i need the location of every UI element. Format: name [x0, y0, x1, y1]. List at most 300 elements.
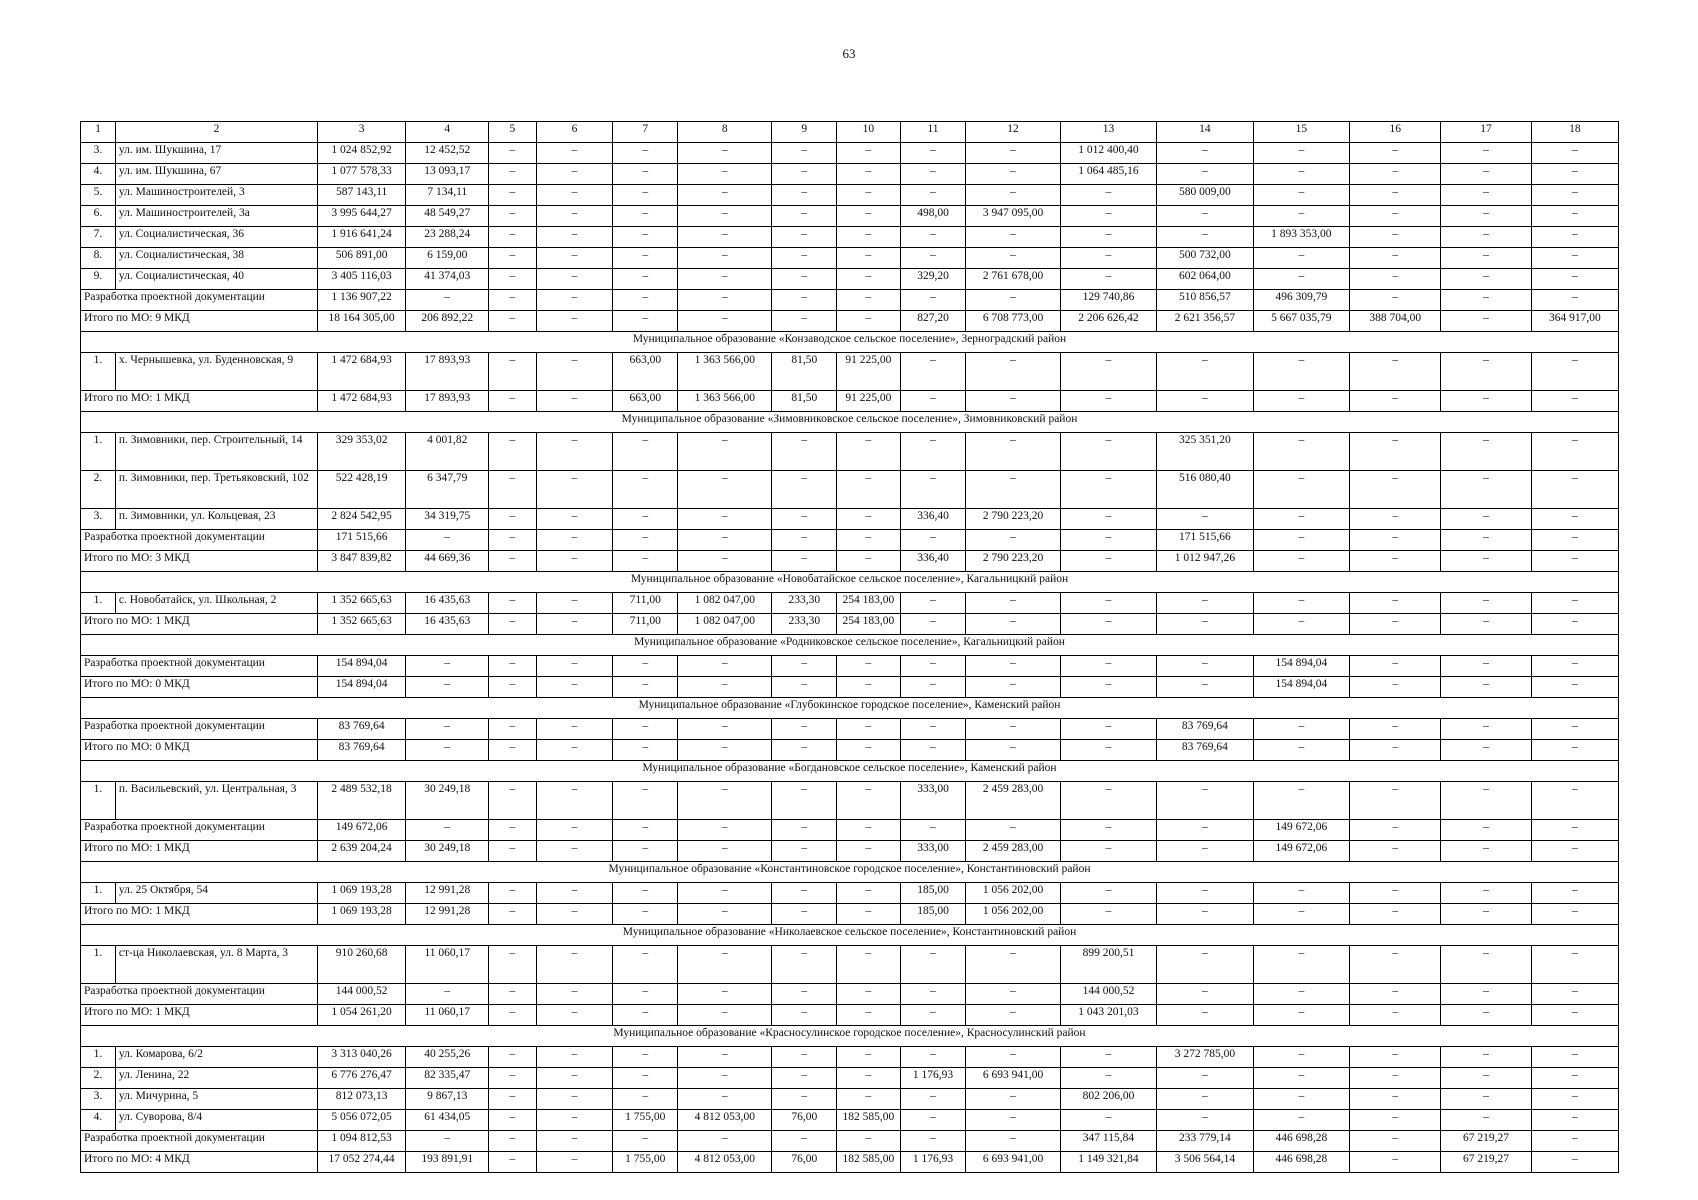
page-number: 63: [842, 46, 856, 61]
value-cell: –: [1253, 143, 1349, 164]
summary-label: Итого по МО: 1 МКД: [81, 391, 318, 412]
value-cell: –: [1531, 1131, 1618, 1152]
value-cell: –: [1531, 248, 1618, 269]
value-cell: 802 206,00: [1060, 1089, 1156, 1110]
value-cell: –: [837, 782, 901, 820]
value-cell: 6 347,79: [406, 471, 489, 509]
value-cell: –: [678, 782, 772, 820]
value-cell: –: [678, 984, 772, 1005]
value-cell: –: [536, 883, 613, 904]
value-cell: 11 060,17: [406, 1005, 489, 1026]
value-cell: –: [1253, 904, 1349, 925]
value-cell: –: [406, 530, 489, 551]
value-cell: –: [900, 227, 966, 248]
value-cell: –: [536, 391, 613, 412]
budget-table: [80, 121, 1619, 1173]
value-cell: –: [1531, 269, 1618, 290]
value-cell: –: [1157, 391, 1253, 412]
value-cell: –: [1350, 656, 1441, 677]
value-cell: –: [772, 248, 837, 269]
address-cell: ул. Ленина, 22: [115, 1068, 317, 1089]
value-cell: –: [613, 946, 678, 984]
value-cell: –: [1350, 353, 1441, 391]
value-cell: –: [1531, 185, 1618, 206]
value-cell: –: [489, 185, 536, 206]
value-cell: 182 585,00: [837, 1110, 901, 1131]
value-cell: –: [613, 1005, 678, 1026]
value-cell: 5 667 035,79: [1253, 311, 1349, 332]
value-cell: –: [613, 269, 678, 290]
value-cell: –: [1350, 614, 1441, 635]
value-cell: –: [900, 719, 966, 740]
value-cell: –: [678, 471, 772, 509]
value-cell: –: [678, 185, 772, 206]
value-cell: –: [837, 841, 901, 862]
value-cell: –: [536, 143, 613, 164]
row-number: 5.: [81, 185, 116, 206]
summary-row: [81, 656, 1619, 677]
value-cell: –: [772, 820, 837, 841]
value-cell: 12 991,28: [406, 883, 489, 904]
value-cell: 4 001,82: [406, 433, 489, 471]
value-cell: –: [489, 433, 536, 471]
address-cell: ул. Суворова, 8/4: [115, 1110, 317, 1131]
value-cell: –: [489, 248, 536, 269]
value-cell: 17 893,93: [406, 353, 489, 391]
address-cell: ул. 25 Октября, 54: [115, 883, 317, 904]
value-cell: –: [1441, 740, 1531, 761]
value-cell: –: [1441, 290, 1531, 311]
value-cell: –: [1531, 206, 1618, 227]
value-cell: –: [1441, 269, 1531, 290]
summary-label: Разработка проектной документации: [81, 656, 318, 677]
value-cell: –: [837, 820, 901, 841]
value-cell: –: [966, 614, 1060, 635]
row-number: 6.: [81, 206, 116, 227]
value-cell: –: [1350, 1068, 1441, 1089]
row-number: 2.: [81, 471, 116, 509]
value-cell: –: [1060, 551, 1156, 572]
summary-label: Итого по МО: 4 МКД: [81, 1152, 318, 1173]
value-cell: 6 159,00: [406, 248, 489, 269]
value-cell: –: [678, 530, 772, 551]
value-cell: –: [837, 904, 901, 925]
value-cell: –: [1441, 185, 1531, 206]
value-cell: –: [613, 471, 678, 509]
value-cell: –: [678, 656, 772, 677]
value-cell: –: [1060, 904, 1156, 925]
table-row: [81, 1068, 1619, 1089]
value-cell: –: [489, 904, 536, 925]
value-cell: 1 352 665,63: [318, 614, 406, 635]
value-cell: 144 000,52: [318, 984, 406, 1005]
column-header: 8: [678, 122, 772, 143]
column-header: 10: [837, 122, 901, 143]
value-cell: –: [1157, 509, 1253, 530]
value-cell: –: [489, 782, 536, 820]
address-cell: ул. Машиностроителей, 3: [115, 185, 317, 206]
value-cell: 76,00: [772, 1152, 837, 1173]
value-cell: –: [900, 946, 966, 984]
value-cell: 1 352 665,63: [318, 593, 406, 614]
value-cell: –: [1441, 656, 1531, 677]
value-cell: –: [406, 740, 489, 761]
value-cell: –: [772, 1131, 837, 1152]
value-cell: –: [536, 433, 613, 471]
value-cell: 206 892,22: [406, 311, 489, 332]
value-cell: 91 225,00: [837, 353, 901, 391]
value-cell: –: [1253, 206, 1349, 227]
value-cell: 3 947 095,00: [966, 206, 1060, 227]
value-cell: –: [536, 1047, 613, 1068]
value-cell: 347 115,84: [1060, 1131, 1156, 1152]
value-cell: –: [406, 290, 489, 311]
value-cell: –: [1531, 740, 1618, 761]
value-cell: –: [613, 206, 678, 227]
value-cell: 1 043 201,03: [1060, 1005, 1156, 1026]
section-title: Муниципальное образование «Родниковское сельское поселение», Кагальницкий район: [81, 635, 1619, 656]
value-cell: –: [966, 1089, 1060, 1110]
value-cell: –: [900, 353, 966, 391]
column-header: 7: [613, 122, 678, 143]
value-cell: 41 374,03: [406, 269, 489, 290]
section-header-row: [81, 698, 1619, 719]
table-row: [81, 206, 1619, 227]
value-cell: –: [613, 227, 678, 248]
value-cell: 193 891,91: [406, 1152, 489, 1173]
summary-row: [81, 311, 1619, 332]
value-cell: –: [489, 269, 536, 290]
value-cell: –: [489, 1005, 536, 1026]
value-cell: –: [1060, 820, 1156, 841]
value-cell: –: [1531, 1089, 1618, 1110]
summary-row: [81, 290, 1619, 311]
value-cell: –: [837, 1047, 901, 1068]
value-cell: –: [837, 1089, 901, 1110]
value-cell: 2 824 542,95: [318, 509, 406, 530]
value-cell: –: [837, 509, 901, 530]
value-cell: 3 847 839,82: [318, 551, 406, 572]
value-cell: –: [678, 883, 772, 904]
table-row: [81, 227, 1619, 248]
value-cell: –: [613, 1089, 678, 1110]
value-cell: 254 183,00: [837, 614, 901, 635]
address-cell: ул. Комарова, 6/2: [115, 1047, 317, 1068]
value-cell: 3 313 040,26: [318, 1047, 406, 1068]
table-row: [81, 248, 1619, 269]
value-cell: –: [966, 530, 1060, 551]
value-cell: –: [1441, 820, 1531, 841]
value-cell: –: [1350, 551, 1441, 572]
value-cell: –: [536, 290, 613, 311]
value-cell: –: [1157, 206, 1253, 227]
value-cell: –: [1253, 164, 1349, 185]
value-cell: –: [1350, 841, 1441, 862]
value-cell: –: [772, 551, 837, 572]
value-cell: –: [1253, 551, 1349, 572]
value-cell: 329,20: [900, 269, 966, 290]
summary-label: Разработка проектной документации: [81, 719, 318, 740]
value-cell: –: [1350, 185, 1441, 206]
value-cell: 17 052 274,44: [318, 1152, 406, 1173]
value-cell: –: [678, 677, 772, 698]
value-cell: –: [900, 593, 966, 614]
value-cell: 171 515,66: [1157, 530, 1253, 551]
value-cell: –: [1060, 269, 1156, 290]
address-cell: ст-ца Николаевская, ул. 8 Марта, 3: [115, 946, 317, 984]
value-cell: –: [1350, 719, 1441, 740]
value-cell: –: [1531, 1068, 1618, 1089]
value-cell: 76,00: [772, 1110, 837, 1131]
value-cell: –: [613, 530, 678, 551]
value-cell: –: [1531, 391, 1618, 412]
row-number: 1.: [81, 353, 116, 391]
value-cell: 1 363 566,00: [678, 353, 772, 391]
value-cell: –: [900, 1089, 966, 1110]
value-cell: –: [1531, 593, 1618, 614]
value-cell: –: [1350, 227, 1441, 248]
value-cell: 2 489 532,18: [318, 782, 406, 820]
value-cell: 388 704,00: [1350, 311, 1441, 332]
value-cell: –: [1157, 353, 1253, 391]
summary-row: [81, 530, 1619, 551]
value-cell: –: [1350, 471, 1441, 509]
value-cell: –: [678, 164, 772, 185]
value-cell: –: [1157, 614, 1253, 635]
value-cell: –: [1531, 471, 1618, 509]
value-cell: –: [1350, 904, 1441, 925]
address-cell: п. Зимовники, ул. Кольцевая, 23: [115, 509, 317, 530]
value-cell: –: [900, 164, 966, 185]
value-cell: –: [406, 984, 489, 1005]
value-cell: –: [966, 185, 1060, 206]
value-cell: –: [1157, 143, 1253, 164]
value-cell: –: [1060, 740, 1156, 761]
value-cell: –: [900, 740, 966, 761]
value-cell: 510 856,57: [1157, 290, 1253, 311]
value-cell: 34 319,75: [406, 509, 489, 530]
value-cell: –: [1531, 883, 1618, 904]
value-cell: –: [1060, 1047, 1156, 1068]
address-cell: ул. Социалистическая, 40: [115, 269, 317, 290]
value-cell: –: [772, 269, 837, 290]
value-cell: –: [1060, 782, 1156, 820]
value-cell: –: [678, 1089, 772, 1110]
value-cell: –: [966, 946, 1060, 984]
value-cell: 3 272 785,00: [1157, 1047, 1253, 1068]
value-cell: 2 206 626,42: [1060, 311, 1156, 332]
value-cell: 48 549,27: [406, 206, 489, 227]
value-cell: 580 009,00: [1157, 185, 1253, 206]
value-cell: –: [536, 185, 613, 206]
value-cell: –: [489, 290, 536, 311]
address-cell: ул. Машиностроителей, 3а: [115, 206, 317, 227]
table-row: [81, 433, 1619, 471]
value-cell: 1 012 947,26: [1157, 551, 1253, 572]
value-cell: 2 639 204,24: [318, 841, 406, 862]
summary-row: [81, 904, 1619, 925]
value-cell: –: [1253, 1089, 1349, 1110]
summary-row: [81, 391, 1619, 412]
value-cell: 61 434,05: [406, 1110, 489, 1131]
row-number: 1.: [81, 593, 116, 614]
value-cell: 2 790 223,20: [966, 509, 1060, 530]
value-cell: –: [613, 1068, 678, 1089]
value-cell: –: [1253, 530, 1349, 551]
value-cell: –: [772, 1047, 837, 1068]
value-cell: 30 249,18: [406, 841, 489, 862]
value-cell: –: [1253, 614, 1349, 635]
value-cell: –: [489, 1131, 536, 1152]
value-cell: –: [1157, 904, 1253, 925]
value-cell: –: [536, 719, 613, 740]
value-cell: –: [1253, 593, 1349, 614]
summary-label: Итого по МО: 1 МКД: [81, 1005, 318, 1026]
value-cell: 1 054 261,20: [318, 1005, 406, 1026]
value-cell: 81,50: [772, 353, 837, 391]
value-cell: –: [1060, 248, 1156, 269]
value-cell: –: [489, 740, 536, 761]
value-cell: –: [772, 656, 837, 677]
summary-label: Итого по МО: 1 МКД: [81, 614, 318, 635]
value-cell: –: [489, 551, 536, 572]
value-cell: 2 459 283,00: [966, 841, 1060, 862]
value-cell: 336,40: [900, 509, 966, 530]
value-cell: –: [489, 883, 536, 904]
value-cell: –: [613, 984, 678, 1005]
value-cell: –: [1531, 719, 1618, 740]
value-cell: –: [1253, 719, 1349, 740]
value-cell: –: [837, 1068, 901, 1089]
row-number: 3.: [81, 509, 116, 530]
summary-row: [81, 1131, 1619, 1152]
summary-label: Разработка проектной документации: [81, 530, 318, 551]
value-cell: –: [837, 311, 901, 332]
value-cell: 171 515,66: [318, 530, 406, 551]
value-cell: –: [1441, 353, 1531, 391]
value-cell: –: [1441, 614, 1531, 635]
value-cell: –: [966, 248, 1060, 269]
table-row: [81, 946, 1619, 984]
value-cell: 81,50: [772, 391, 837, 412]
address-cell: ул. им. Шукшина, 67: [115, 164, 317, 185]
value-cell: –: [966, 984, 1060, 1005]
value-cell: –: [1253, 1005, 1349, 1026]
value-cell: –: [1157, 883, 1253, 904]
value-cell: 6 776 276,47: [318, 1068, 406, 1089]
value-cell: –: [678, 206, 772, 227]
value-cell: –: [678, 740, 772, 761]
value-cell: –: [900, 1005, 966, 1026]
column-header: 4: [406, 122, 489, 143]
value-cell: –: [678, 509, 772, 530]
row-number: 2.: [81, 1068, 116, 1089]
value-cell: –: [837, 1131, 901, 1152]
value-cell: –: [837, 143, 901, 164]
value-cell: –: [1350, 984, 1441, 1005]
value-cell: –: [536, 841, 613, 862]
value-cell: –: [837, 530, 901, 551]
summary-row: [81, 1005, 1619, 1026]
section-title: Муниципальное образование «Конзаводское сельское поселение», Зерноградский район: [81, 332, 1619, 353]
value-cell: 329 353,02: [318, 433, 406, 471]
value-cell: –: [613, 820, 678, 841]
value-cell: –: [613, 551, 678, 572]
value-cell: –: [772, 164, 837, 185]
value-cell: –: [1060, 841, 1156, 862]
value-cell: 333,00: [900, 841, 966, 862]
value-cell: –: [678, 433, 772, 471]
value-cell: –: [1060, 1110, 1156, 1131]
value-cell: –: [489, 143, 536, 164]
table-row: [81, 593, 1619, 614]
value-cell: –: [1441, 593, 1531, 614]
value-cell: 30 249,18: [406, 782, 489, 820]
value-cell: –: [613, 433, 678, 471]
value-cell: –: [489, 946, 536, 984]
section-title: Муниципальное образование «Глубокинское городское поселение», Каменский район: [81, 698, 1619, 719]
value-cell: –: [1531, 782, 1618, 820]
value-cell: –: [489, 1089, 536, 1110]
value-cell: –: [900, 185, 966, 206]
row-number: 1.: [81, 883, 116, 904]
value-cell: –: [772, 883, 837, 904]
value-cell: –: [678, 820, 772, 841]
value-cell: 7 134,11: [406, 185, 489, 206]
value-cell: –: [1441, 1005, 1531, 1026]
value-cell: –: [1253, 1047, 1349, 1068]
table-row: [81, 143, 1619, 164]
value-cell: 1 176,93: [900, 1068, 966, 1089]
value-cell: –: [837, 984, 901, 1005]
value-cell: 1 077 578,33: [318, 164, 406, 185]
value-cell: –: [1157, 1089, 1253, 1110]
value-cell: –: [613, 782, 678, 820]
value-cell: –: [1350, 1089, 1441, 1110]
value-cell: –: [489, 614, 536, 635]
value-cell: –: [613, 248, 678, 269]
summary-row: [81, 740, 1619, 761]
value-cell: 233 779,14: [1157, 1131, 1253, 1152]
value-cell: –: [536, 530, 613, 551]
value-cell: –: [489, 530, 536, 551]
value-cell: 1 094 812,53: [318, 1131, 406, 1152]
value-cell: –: [489, 1110, 536, 1131]
value-cell: –: [489, 984, 536, 1005]
column-header: 6: [536, 122, 613, 143]
value-cell: –: [966, 593, 1060, 614]
value-cell: –: [536, 677, 613, 698]
value-cell: –: [1060, 656, 1156, 677]
value-cell: –: [1531, 1110, 1618, 1131]
value-cell: –: [837, 227, 901, 248]
value-cell: –: [613, 677, 678, 698]
table-row: [81, 509, 1619, 530]
value-cell: 4 812 053,00: [678, 1152, 772, 1173]
value-cell: 5 056 072,05: [318, 1110, 406, 1131]
value-cell: –: [1441, 1089, 1531, 1110]
value-cell: –: [772, 1005, 837, 1026]
value-cell: –: [1350, 530, 1441, 551]
header-row: [81, 122, 1619, 143]
value-cell: 1 755,00: [613, 1110, 678, 1131]
column-header: 14: [1157, 122, 1253, 143]
value-cell: –: [966, 1047, 1060, 1068]
summary-label: Итого по МО: 1 МКД: [81, 904, 318, 925]
value-cell: –: [1350, 740, 1441, 761]
value-cell: –: [772, 904, 837, 925]
value-cell: –: [536, 311, 613, 332]
